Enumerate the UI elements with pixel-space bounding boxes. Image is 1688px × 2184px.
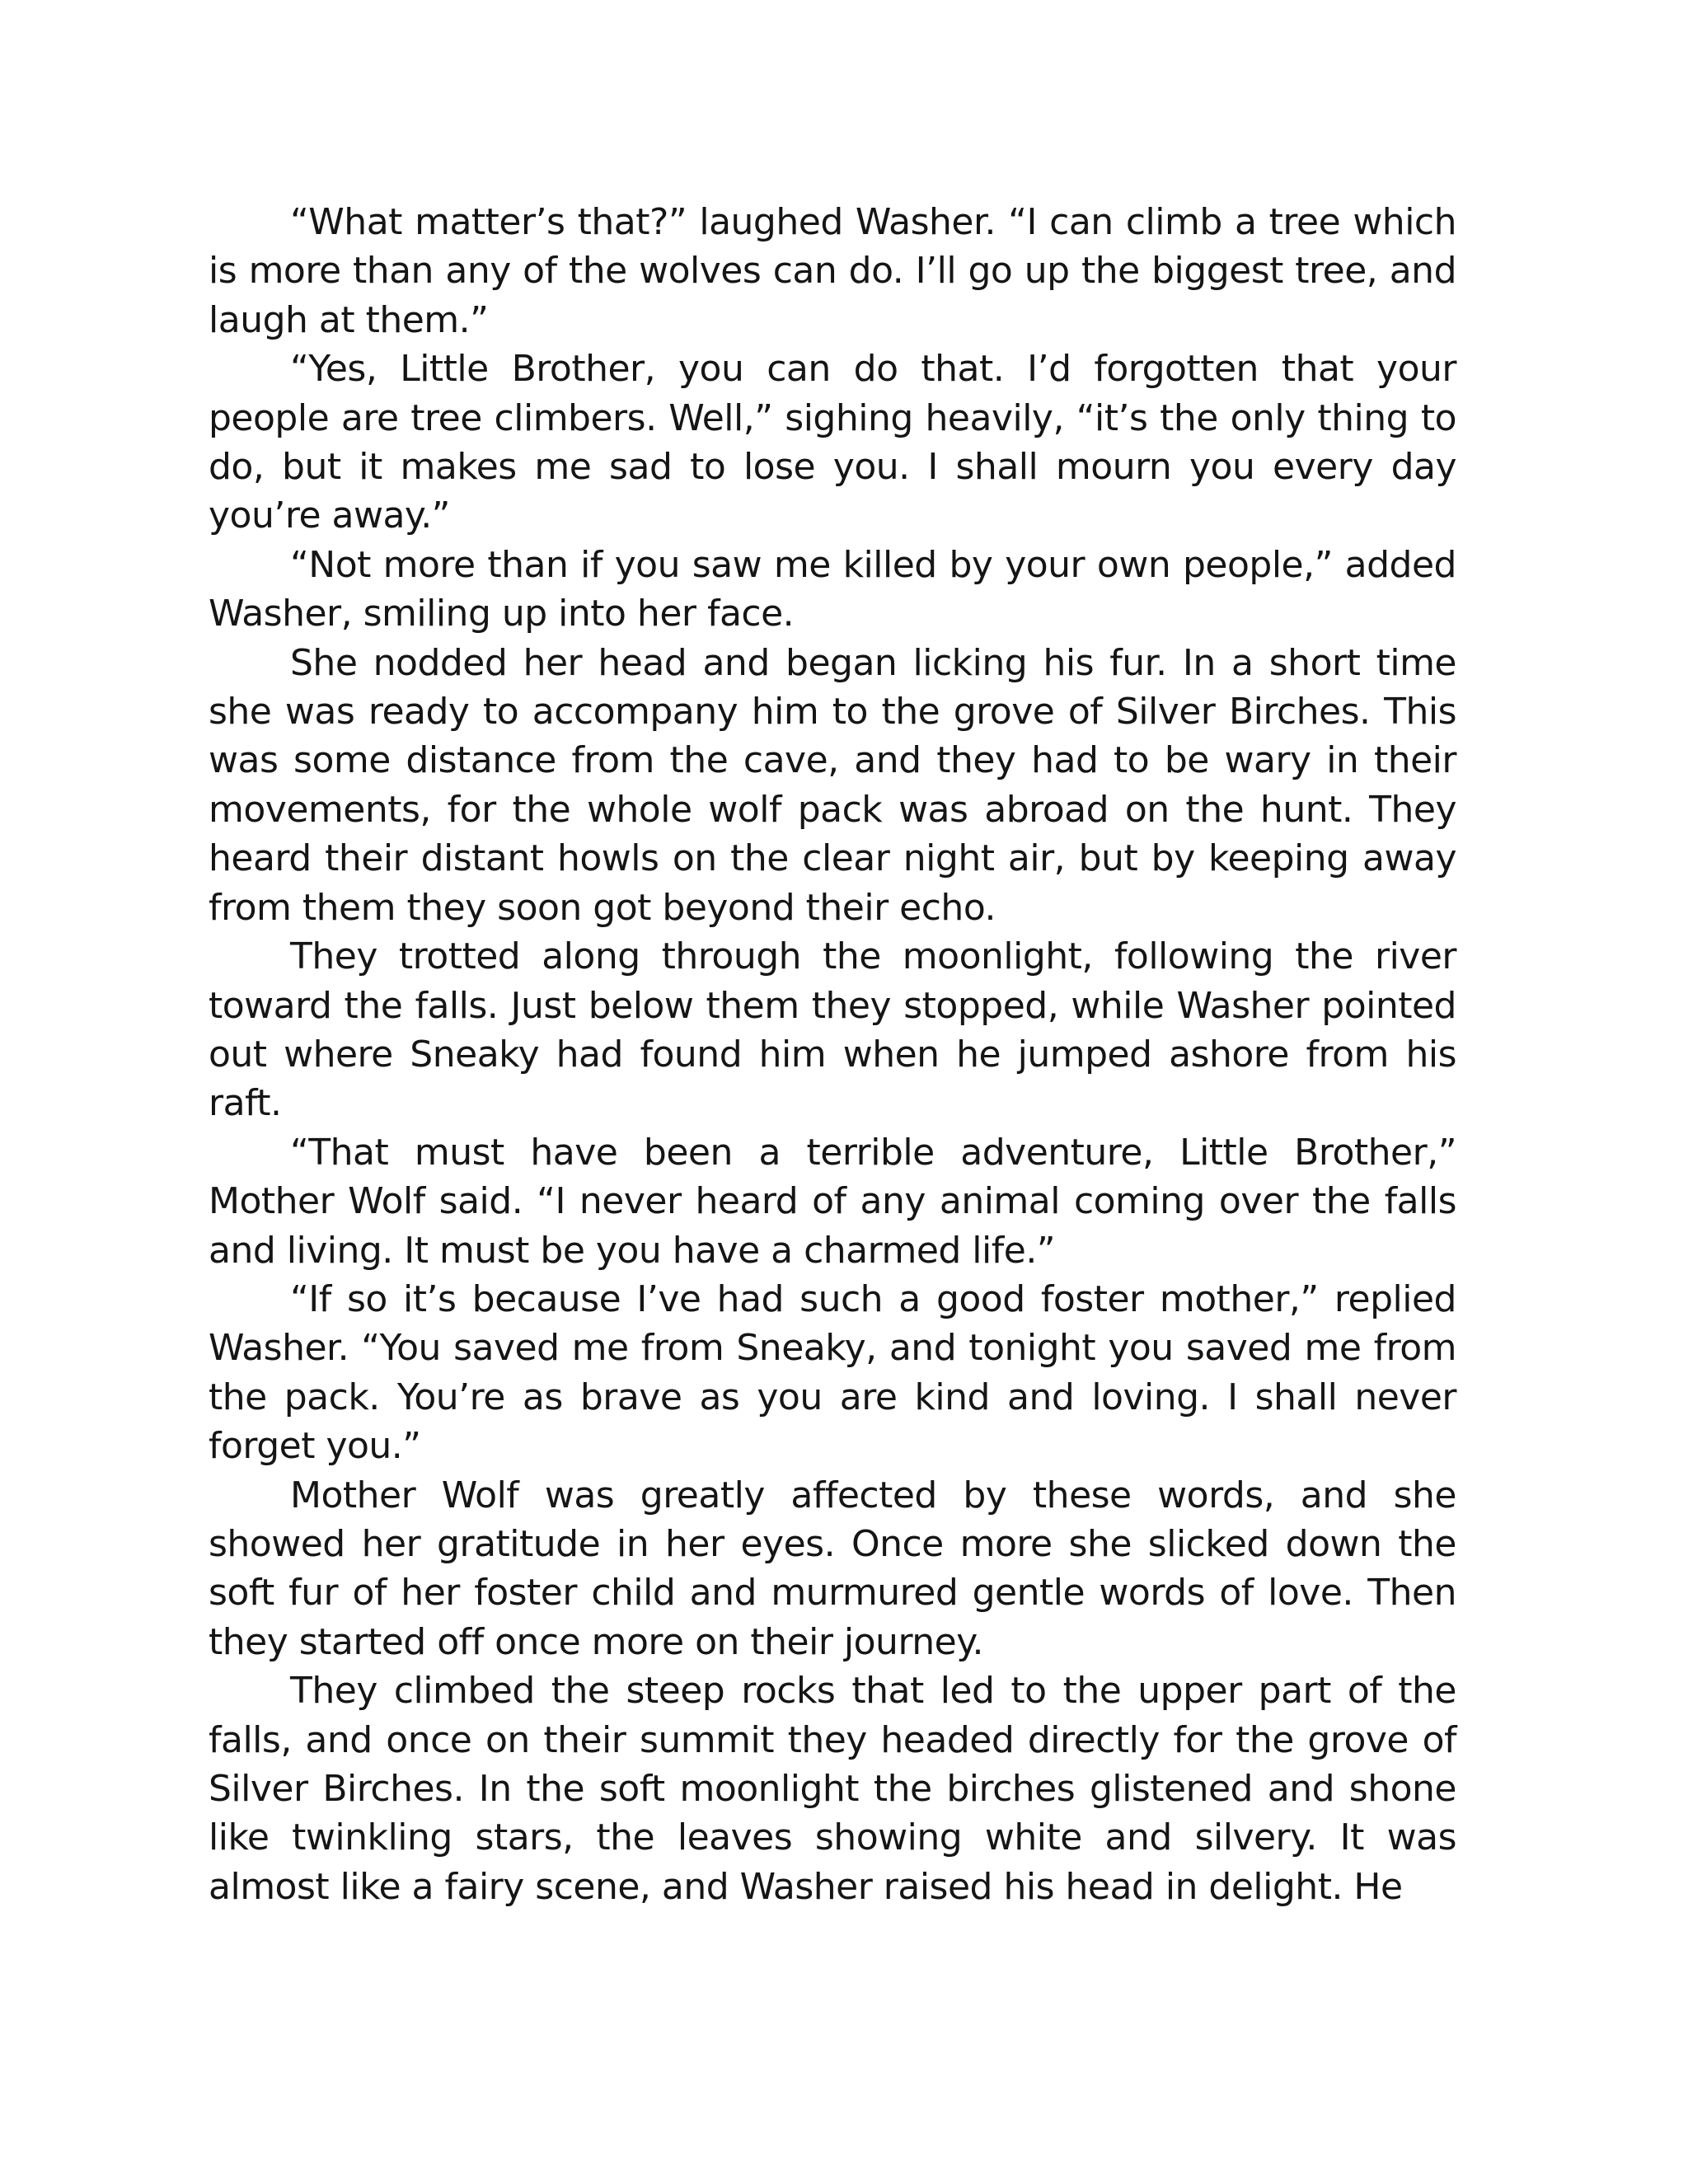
paragraph: She nodded her head and began licking his fur. In a short time she was ready to accompany him to the grove of Silver Birches. This was some distance from the cave, and they had to be wary in their movements, for the whole wolf pack was abroad on the hunt. They heard their distant howls on the clear night air, but by keeping away from them they soon got beyond their echo.: [209, 641, 1456, 929]
paragraph: “What matter’s that?” laughed Washer. “I can climb a tree which is more than any of the wolves can do. I’ll go up the biggest tree, and laugh at them.”: [209, 201, 1456, 341]
paragraph: They climbed the steep rocks that led to the upper part of the falls, and once on their summit they headed directly for the grove of Silver Birches. In the soft moonlight the birches glistened and shone like twinkling stars, the leaves showing white and silvery. It was almost like a fairy scene, and Washer raised his head in delight. He: [209, 1670, 1456, 1908]
book-page: [209, 198, 1456, 1911]
paragraph: They trotted along through the moonlight, following the river toward the falls. Just below them they stopped, while Washer pointed out where Sneaky had found him when he jumped ashore from his raft.: [209, 935, 1456, 1125]
paragraph: “If so it’s because I’ve had such a good foster mother,” replied Washer. “You saved me from Sneaky, and tonight you saved me from the pack. You’re as brave as you are kind and loving. I shall never forget you.”: [209, 1277, 1456, 1468]
paragraph: “Not more than if you saw me killed by your own people,” added Washer, smiling up into her face.: [209, 543, 1456, 635]
paragraph: “That must have been a terrible adventure, Little Brother,” Mother Wolf said. “I never heard of any animal coming over the falls and living. It must be you have a charmed life.”: [209, 1131, 1456, 1272]
paragraph: “Yes, Little Brother, you can do that. I’d forgotten that your people are tree climbers. Well,” sighing heavily, “it’s the only thing to do, but it makes me sad to lose you. I shall mourn you every day you’re away.”: [209, 348, 1456, 537]
paragraph: Mother Wolf was greatly affected by these words, and she showed her gratitude in her eyes. Once more she slicked down the soft fur of her foster child and murmured gentle words of love. Then they started off once more on their journey.: [209, 1474, 1456, 1663]
